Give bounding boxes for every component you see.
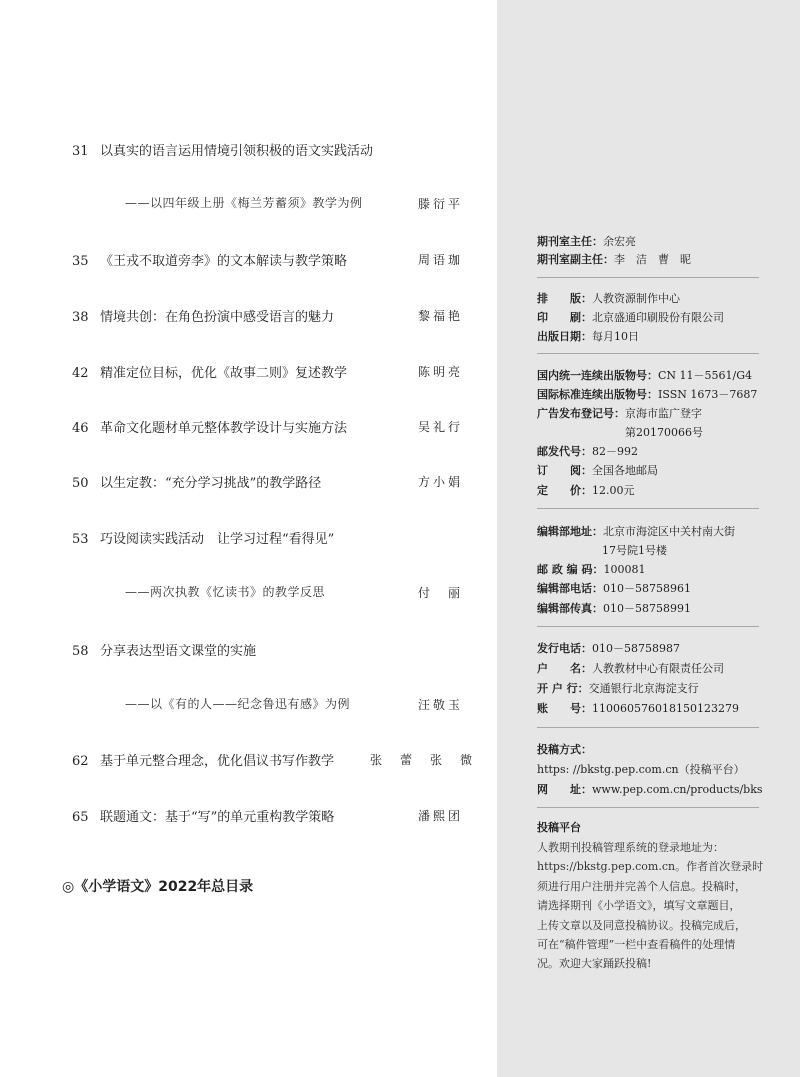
divider <box>537 727 759 728</box>
toc-entry[interactable] <box>72 750 334 769</box>
toc-subtitle: ——两次执教《忆读书》的教学反思 <box>125 585 326 599</box>
zip-line <box>537 561 646 577</box>
toc-entry[interactable] <box>72 140 373 159</box>
editorial-tel-line <box>537 580 691 596</box>
submission-title: 投稿方式： <box>537 743 592 756</box>
toc-entry[interactable] <box>72 362 347 381</box>
toc-subtitle: ——以四年级上册《梅兰芳蓄须》教学为例 <box>125 196 363 210</box>
fax-line <box>537 600 691 616</box>
toc-title: 精准定位目标，优化《故事二则》复述教学 <box>100 366 348 381</box>
print-line <box>537 309 724 325</box>
bank-label: 开 户 行： <box>537 682 589 695</box>
toc-title: 分享表达型语文课堂的实施 <box>100 644 257 659</box>
issn-line <box>537 386 757 402</box>
toc-page-number: 58 <box>72 644 89 659</box>
ad-line <box>537 405 702 421</box>
bank-line <box>537 680 699 696</box>
cn-value: CN 11－5561/G4 <box>658 369 753 382</box>
website-line <box>537 781 763 797</box>
toc-author: 潘熙团 <box>418 809 464 823</box>
date-line <box>537 328 639 344</box>
website-link[interactable]: www.pep.com.cn/products/bks <box>592 783 763 796</box>
platform-text-line: 请选择期刊《小学语文》，填写文章题目， <box>537 899 741 913</box>
deputy-value: 李 洁 曹 昵 <box>614 253 691 266</box>
distribution-tel-label: 发行电话： <box>537 642 592 655</box>
toc-page-number: 50 <box>72 476 89 491</box>
address-line <box>537 523 735 539</box>
toc-title: 革命文化题材单元整体教学设计与实施方法 <box>100 421 348 436</box>
platform-description <box>537 838 764 974</box>
toc-title: 以真实的语言运用情境引领积极的语文实践活动 <box>100 144 374 159</box>
annual-index-link[interactable]: ◎《小学语文》2022年总目录 <box>62 879 254 895</box>
divider <box>537 353 759 354</box>
toc-title: 以生定教：“充分学习挑战”的教学路径 <box>100 476 322 491</box>
date-value: 每月10日 <box>592 330 639 343</box>
divider <box>537 508 759 509</box>
toc-author: 陈明亮 <box>418 365 464 379</box>
divider <box>537 277 759 278</box>
toc-entry[interactable] <box>72 528 334 547</box>
toc-entry[interactable] <box>72 640 256 659</box>
platform-text-line: 上传文章以及同意投稿协议。投稿完成后， <box>537 918 746 932</box>
account-name-label: 户 名： <box>537 662 592 675</box>
postal-value: 82－992 <box>592 445 638 458</box>
toc-title: 巧设阅读实践活动 让学习过程“看得见” <box>100 532 335 547</box>
toc-entry[interactable] <box>72 306 334 325</box>
toc-entry[interactable] <box>72 472 321 491</box>
order-label: 订 阅： <box>537 464 592 477</box>
zip-value: 100081 <box>603 563 646 576</box>
platform-text-line: https://bkstg.pep.com.cn。作者首次登录时 <box>537 860 764 874</box>
toc-author: 方小娟 <box>418 475 464 489</box>
deputy-label: 期刊室副主任： <box>537 253 614 266</box>
price-line <box>537 482 635 498</box>
print-label: 印 刷： <box>537 311 592 324</box>
layout-line <box>537 290 680 306</box>
submission-url[interactable]: https: //bkstg.pep.com.cn（投稿平台） <box>537 763 745 776</box>
editorial-tel-label: 编辑部电话： <box>537 582 603 595</box>
account-name-value: 人教教材中心有限责任公司 <box>592 662 724 675</box>
toc-subtitle: ——以《有的人——纪念鲁迅有感》为例 <box>125 697 351 711</box>
order-line <box>537 462 658 478</box>
toc-page-number: 62 <box>72 754 89 769</box>
ad-value: 京海市监广登字 <box>625 407 702 420</box>
date-label: 出版日期： <box>537 330 592 343</box>
toc-page-number: 53 <box>72 532 89 547</box>
bank-value: 交通银行北京海淀支行 <box>588 682 699 695</box>
toc-author: 汪敬玉 <box>418 698 464 712</box>
cn-label: 国内统一连续出版物号： <box>537 369 658 382</box>
address-value: 北京市海淀区中关村南大街 <box>603 525 735 538</box>
issn-label: 国际标准连续出版物号： <box>537 388 658 401</box>
toc-entry[interactable] <box>72 806 334 825</box>
toc-author: 张 蕾 张 微 <box>370 753 476 767</box>
toc-author: 周语珈 <box>418 253 464 267</box>
toc-author: 黎福艳 <box>418 309 464 323</box>
toc-title: 联题通文：基于“写”的单元重构教学策略 <box>100 810 335 825</box>
ad-value-cont: 第20170066号 <box>625 426 703 439</box>
account-name-line <box>537 660 724 676</box>
account-label: 账 号： <box>537 702 592 715</box>
director-label: 期刊室主任： <box>537 235 603 248</box>
ad-label: 广告发布登记号： <box>537 407 625 420</box>
toc-entry[interactable] <box>72 250 347 269</box>
divider <box>537 626 759 627</box>
platform-text-line: 可在“稿件管理”一栏中查看稿件的处理情 <box>537 938 736 952</box>
zip-label: 邮 政 编 码： <box>537 563 604 576</box>
fax-value: 010－58758991 <box>603 602 691 615</box>
toc-title: 情境共创：在角色扮演中感受语言的魅力 <box>100 310 335 325</box>
layout-value: 人教资源制作中心 <box>592 292 680 305</box>
cn-line <box>537 367 752 383</box>
editorial-tel-value: 010－58758961 <box>603 582 691 595</box>
account-value: 110060576018150123279 <box>592 702 739 715</box>
toc-title: 《王戎不取道旁李》的文本解读与教学策略 <box>100 254 348 269</box>
toc-page-number: 31 <box>72 144 89 159</box>
divider <box>537 807 759 808</box>
layout-label: 排 版： <box>537 292 592 305</box>
postal-line <box>537 443 638 459</box>
distribution-tel-value: 010－58758987 <box>592 642 680 655</box>
director-value: 余宏亮 <box>603 235 636 248</box>
fax-label: 编辑部传真： <box>537 602 603 615</box>
toc-author: 滕衍平 <box>418 197 464 211</box>
price-value: 12.00元 <box>592 484 635 497</box>
issn-value: ISSN 1673－7687 <box>658 388 758 401</box>
address-label: 编辑部地址： <box>537 525 603 538</box>
print-value: 北京盛通印刷股份有限公司 <box>592 311 724 324</box>
platform-title: 投稿平台 <box>537 821 581 834</box>
platform-text-line: 人教期刊投稿管理系统的登录地址为： <box>537 841 724 854</box>
platform-text-line: 须进行用户注册并完善个人信息。投稿时， <box>537 879 746 893</box>
distribution-tel-line <box>537 640 680 656</box>
price-label: 定 价： <box>537 484 592 497</box>
toc-page-number: 38 <box>72 310 89 325</box>
address-value-cont: 17号院1号楼 <box>602 544 667 557</box>
toc-author: 付 丽 <box>418 586 464 600</box>
toc-page-number: 46 <box>72 421 89 436</box>
toc-page-number: 35 <box>72 254 89 269</box>
toc-title: 基于单元整合理念，优化倡议书写作教学 <box>100 754 335 769</box>
deputy-line <box>537 251 691 267</box>
toc-page-number: 65 <box>72 810 89 825</box>
toc-author: 吴礼行 <box>418 420 464 434</box>
order-value: 全国各地邮局 <box>592 464 658 477</box>
toc-entry[interactable] <box>72 417 347 436</box>
postal-label: 邮发代号： <box>537 445 592 458</box>
account-line <box>537 700 739 716</box>
director-line <box>537 233 636 249</box>
website-label: 网 址： <box>537 783 592 796</box>
platform-text-line: 况。欢迎大家踊跃投稿! <box>537 957 652 971</box>
toc-page-number: 42 <box>72 366 89 381</box>
